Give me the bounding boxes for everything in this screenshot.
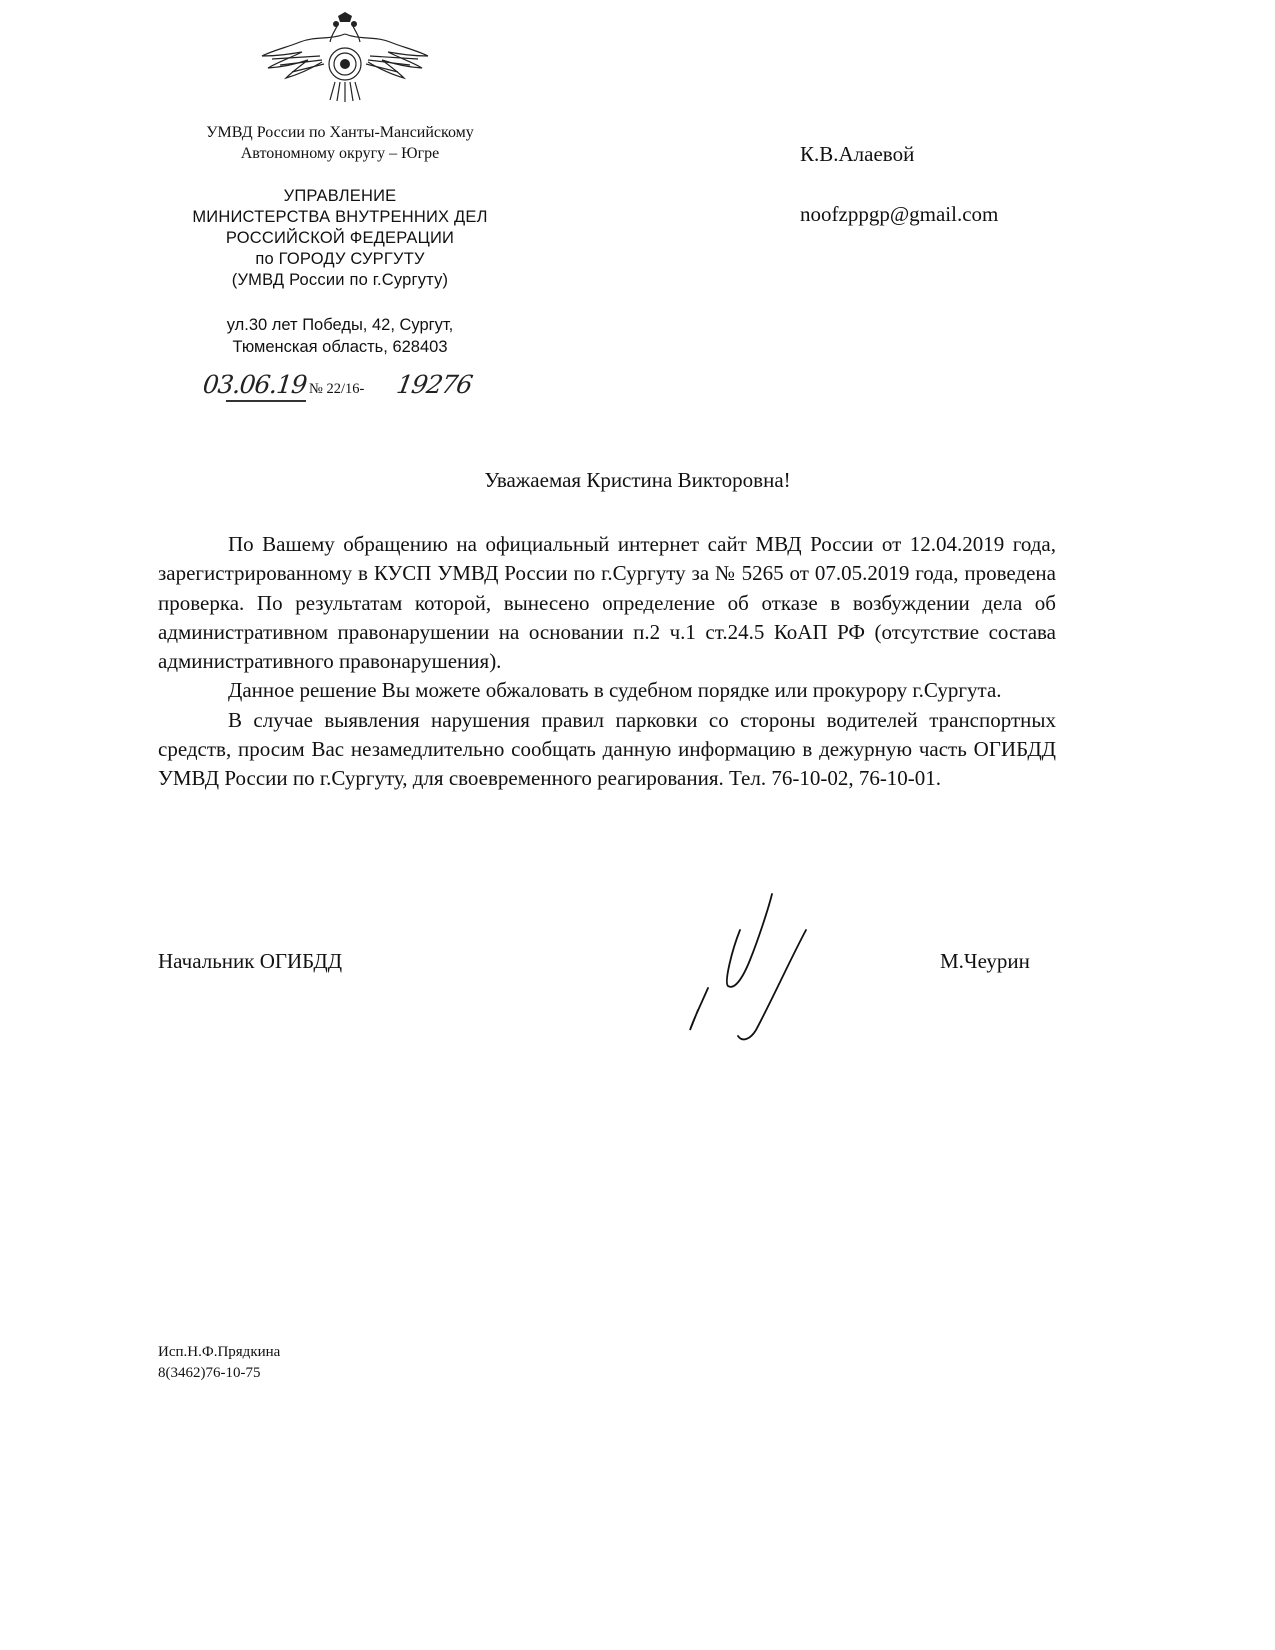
org-main-line: РОССИЙСКОЙ ФЕДЕРАЦИИ [225,229,455,247]
mvd-eagle-emblem [260,12,430,104]
registration-date-underline [226,400,306,402]
address-line: Тюменская область, 628403 [232,338,448,356]
letter-body [158,530,1056,794]
recipient-name: К.В.Алаевой [800,142,915,166]
handwritten-signature [680,890,820,1050]
ministry-regional-header [150,122,530,164]
recipient-email: noofzppgp@gmail.com [800,202,999,226]
body-paragraph: По Вашему обращению на официальный интернет сайт МВД России от 12.04.2019 года, зарегистрированному в КУСП УМВД России по г.Сургуту за № 5265 от 07.05.2019 года, проведена проверка. По результатам которой, вынесено определение об отказе в возбуждении дела об административном правонарушении на основании п.2 ч.1 ст.24.5 КоАП РФ (отсутствие состава административного правонарушения). [158,532,1056,674]
org-main-line: по ГОРОДУ СУРГУТУ [255,250,425,268]
org-top-line: Автономному округу – Югре [240,145,440,162]
org-main-line: УПРАВЛЕНИЕ [283,187,397,205]
registration-line [203,370,503,404]
signatory-title: Начальник ОГИБДД [158,949,343,973]
registration-number-suffix: 19276 [394,370,475,399]
signatory-name: М.Чеурин [940,949,1030,973]
executor-phone: 8(3462)76-10-75 [158,1365,261,1381]
org-top-line: УМВД России по Ханты-Мансийскому [206,124,474,141]
organization-address [150,314,530,358]
address-line: ул.30 лет Победы, 42, Сургут, [226,316,454,334]
registration-number-prefix: № 22/16- [309,381,365,397]
registration-date: 03.06.19 [201,370,308,399]
org-main-line: (УМВД России по г.Сургуту) [231,271,449,289]
organization-name-block [150,186,530,291]
body-paragraph: В случае выявления нарушения правил парковки со стороны водителей транспортных средств, просим Вас незамедлительно сообщать данную информацию в дежурную часть ОГИБДД УМВД России по г.Сургуту, для своевременного реагирования. Тел. 76-10-02, 76-10-01. [158,707,1056,791]
executor-block [158,1342,280,1384]
org-main-line: МИНИСТЕРСТВА ВНУТРЕННИХ ДЕЛ [192,208,488,226]
greeting: Уважаемая Кристина Викторовна! [484,468,791,492]
body-paragraph: Данное решение Вы можете обжаловать в судебном порядке или прокурору г.Сургута. [228,678,1002,703]
executor-name: Исп.Н.Ф.Прядкина [158,1344,281,1360]
